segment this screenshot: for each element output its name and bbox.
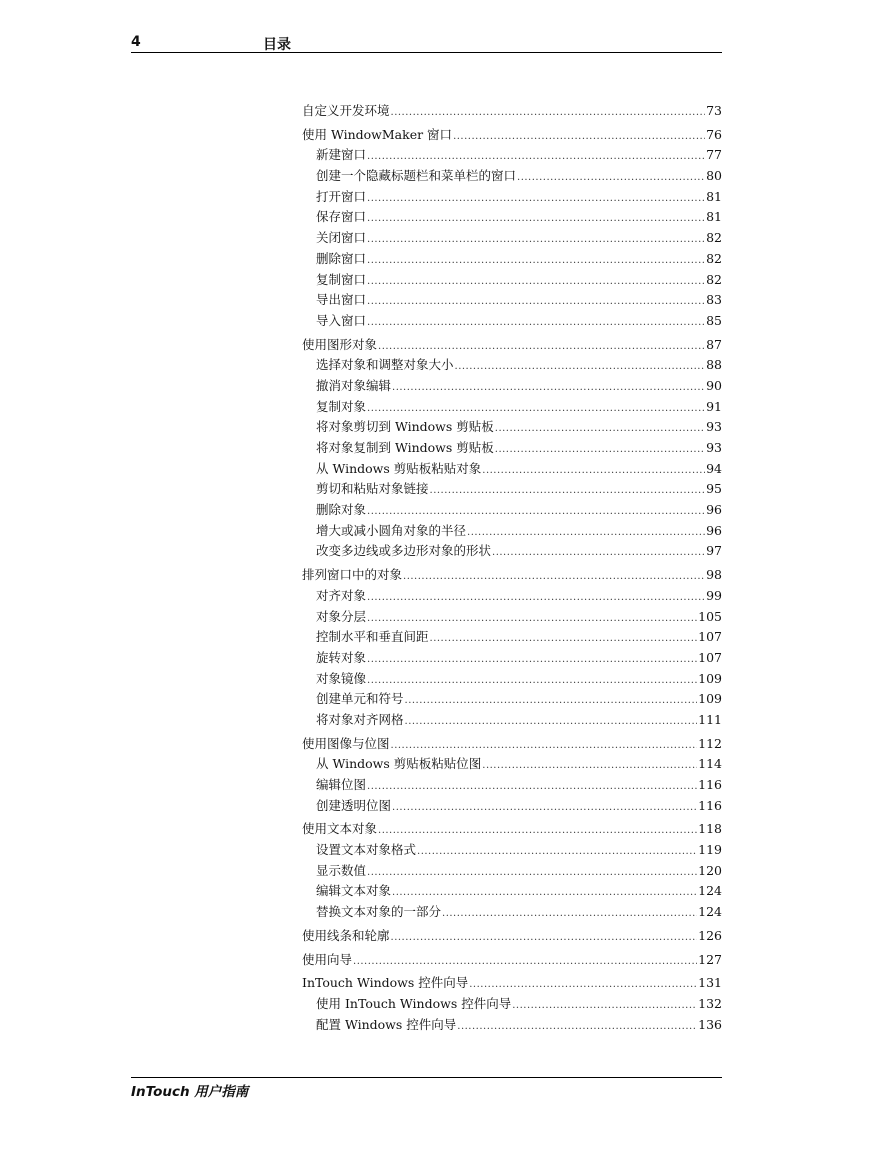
toc-entry[interactable] bbox=[302, 290, 722, 311]
toc-entry-page: 112 bbox=[698, 735, 722, 751]
dot-leader bbox=[405, 691, 698, 712]
toc-entry-page: 73 bbox=[706, 103, 722, 118]
dot-leader bbox=[482, 756, 697, 777]
toc-entry-label: 排列窗口中的对象 bbox=[302, 567, 403, 583]
toc-entry[interactable] bbox=[302, 754, 722, 775]
toc-entry[interactable] bbox=[302, 902, 722, 923]
toc-entry-page: 107 bbox=[698, 649, 722, 665]
toc-entry-label: 删除对象 bbox=[316, 502, 367, 518]
toc-entry[interactable] bbox=[302, 125, 722, 146]
toc-entry[interactable] bbox=[302, 840, 722, 861]
toc-entry-page: 96 bbox=[706, 502, 722, 518]
toc-entry[interactable] bbox=[302, 228, 722, 249]
toc-entry-page: 82 bbox=[706, 250, 722, 266]
dot-leader bbox=[367, 147, 705, 168]
toc-entry[interactable] bbox=[302, 926, 722, 947]
toc-entry-label: 选择对象和调整对象大小 bbox=[316, 357, 454, 373]
footer-title: InTouch 用户指南 bbox=[131, 1084, 249, 1100]
dot-leader bbox=[442, 904, 697, 925]
dot-leader bbox=[367, 209, 705, 230]
toc-entry-label: 控制水平和垂直间距 bbox=[316, 629, 429, 645]
toc-entry-label: 使用图像与位图 bbox=[302, 735, 390, 751]
toc-entry-page: 77 bbox=[706, 147, 722, 163]
dot-leader bbox=[367, 189, 705, 210]
dot-leader bbox=[367, 609, 697, 630]
table-of-contents bbox=[302, 101, 722, 1035]
toc-entry-label: 创建一个隐藏标题栏和菜单栏的窗口 bbox=[316, 168, 517, 184]
toc-entry-page: 81 bbox=[706, 209, 722, 225]
toc-entry[interactable] bbox=[302, 417, 722, 438]
toc-entry-label: 复制对象 bbox=[316, 398, 367, 414]
toc-entry[interactable] bbox=[302, 627, 722, 648]
toc-entry-page: 109 bbox=[698, 691, 722, 707]
toc-entry[interactable] bbox=[302, 166, 722, 187]
toc-entry-page: 82 bbox=[706, 271, 722, 287]
toc-entry-label: 编辑位图 bbox=[316, 777, 367, 792]
toc-entry-page: 80 bbox=[706, 168, 722, 184]
toc-entry-label: 保存窗口 bbox=[316, 209, 367, 225]
toc-entry-page: 124 bbox=[698, 883, 722, 899]
toc-entry-page: 76 bbox=[706, 126, 722, 142]
toc-entry-page: 132 bbox=[698, 995, 722, 1011]
toc-entry-label: 对象镜像 bbox=[316, 670, 367, 686]
toc-entry-page: 116 bbox=[698, 797, 722, 813]
toc-entry-page: 93 bbox=[706, 419, 722, 435]
toc-entry-page: 114 bbox=[698, 756, 722, 772]
toc-entry[interactable] bbox=[302, 710, 722, 731]
dot-leader bbox=[495, 440, 705, 461]
toc-entry[interactable] bbox=[302, 397, 722, 418]
dot-leader bbox=[392, 883, 697, 904]
toc-entry-label: 将对象复制到 Windows 剪贴板 bbox=[316, 440, 494, 455]
toc-entry-page: 98 bbox=[706, 567, 722, 583]
toc-entry-page: 99 bbox=[706, 587, 722, 603]
dot-leader bbox=[367, 230, 705, 251]
toc-entry-page: 97 bbox=[706, 543, 722, 559]
toc-entry[interactable] bbox=[302, 311, 722, 332]
toc-entry[interactable] bbox=[302, 438, 722, 459]
dot-leader bbox=[367, 399, 705, 420]
dot-leader bbox=[367, 292, 705, 313]
toc-entry-page: 107 bbox=[698, 629, 722, 645]
toc-entry-label: InTouch Windows 控件向导 bbox=[302, 975, 469, 991]
toc-entry-label: 打开窗口 bbox=[316, 188, 367, 204]
toc-entry-label: 自定义开发环境 bbox=[302, 103, 390, 118]
dot-leader bbox=[482, 461, 705, 482]
toc-entry[interactable] bbox=[302, 187, 722, 208]
dot-leader bbox=[378, 337, 705, 358]
toc-entry[interactable] bbox=[302, 973, 722, 994]
dot-leader bbox=[391, 103, 706, 124]
toc-entry-page: 111 bbox=[698, 711, 722, 727]
toc-entry[interactable] bbox=[302, 648, 722, 669]
dot-leader bbox=[512, 996, 697, 1017]
toc-entry[interactable] bbox=[302, 881, 722, 902]
toc-entry[interactable] bbox=[302, 950, 722, 971]
page-number: 4 bbox=[131, 34, 141, 50]
toc-entry[interactable] bbox=[302, 994, 722, 1015]
toc-entry-label: 将对象对齐网格 bbox=[316, 711, 404, 727]
dot-leader bbox=[469, 975, 697, 996]
dot-leader bbox=[517, 168, 705, 189]
toc-entry-label: 导出窗口 bbox=[316, 292, 367, 308]
dot-leader bbox=[405, 712, 698, 733]
toc-entry-page: 85 bbox=[706, 312, 722, 328]
dot-leader bbox=[391, 736, 698, 757]
dot-leader bbox=[453, 127, 705, 148]
toc-entry-page: 118 bbox=[698, 821, 722, 837]
toc-entry[interactable] bbox=[302, 145, 722, 166]
toc-entry[interactable] bbox=[302, 607, 722, 628]
toc-entry[interactable] bbox=[302, 669, 722, 690]
toc-entry[interactable] bbox=[302, 689, 722, 710]
toc-entry[interactable] bbox=[302, 500, 722, 521]
header-title: 目录 bbox=[263, 37, 291, 53]
toc-entry-label: 使用线条和轮廓 bbox=[302, 927, 390, 943]
dot-leader bbox=[367, 313, 705, 334]
dot-leader bbox=[430, 481, 706, 502]
toc-entry[interactable] bbox=[302, 376, 722, 397]
toc-entry-page: 87 bbox=[706, 336, 722, 352]
toc-entry-label: 导入窗口 bbox=[316, 312, 367, 328]
dot-leader bbox=[467, 523, 705, 544]
dot-leader bbox=[492, 543, 705, 564]
toc-entry-page: 94 bbox=[706, 460, 722, 476]
toc-entry-page: 127 bbox=[698, 951, 722, 967]
dot-leader bbox=[367, 588, 705, 609]
dot-leader bbox=[367, 671, 697, 692]
toc-entry[interactable] bbox=[302, 270, 722, 291]
page-header bbox=[131, 34, 722, 53]
toc-entry-label: 编辑文本对象 bbox=[316, 883, 392, 899]
toc-entry-label: 将对象剪切到 Windows 剪贴板 bbox=[316, 419, 494, 435]
toc-entry-label: 对齐对象 bbox=[316, 587, 367, 603]
toc-entry[interactable] bbox=[302, 355, 722, 376]
toc-entry-label: 替换文本对象的一部分 bbox=[316, 904, 442, 920]
toc-entry-label: 显示数值 bbox=[316, 862, 367, 878]
dot-leader bbox=[353, 952, 697, 973]
toc-entry[interactable] bbox=[302, 796, 722, 817]
toc-entry-label: 剪切和粘贴对象链接 bbox=[316, 481, 429, 497]
toc-entry[interactable] bbox=[302, 207, 722, 228]
toc-entry[interactable] bbox=[302, 521, 722, 542]
toc-entry-label: 从 Windows 剪贴板粘贴位图 bbox=[316, 756, 482, 772]
toc-entry-page: 93 bbox=[706, 440, 722, 455]
toc-entry-label: 对象分层 bbox=[316, 608, 367, 624]
toc-entry-label: 创建透明位图 bbox=[316, 797, 392, 813]
toc-entry-label: 从 Windows 剪贴板粘贴对象 bbox=[316, 460, 482, 476]
toc-entry[interactable] bbox=[302, 734, 722, 755]
toc-entry[interactable] bbox=[302, 335, 722, 356]
toc-entry-page: 82 bbox=[706, 230, 722, 246]
page-footer bbox=[131, 1077, 722, 1100]
toc-entry[interactable] bbox=[302, 586, 722, 607]
dot-leader bbox=[495, 419, 705, 440]
toc-entry-label: 关闭窗口 bbox=[316, 230, 367, 246]
dot-leader bbox=[367, 502, 705, 523]
toc-entry-label: 使用 InTouch Windows 控件向导 bbox=[316, 995, 512, 1011]
dot-leader bbox=[430, 629, 698, 650]
dot-leader bbox=[367, 777, 697, 798]
toc-entry-page: 81 bbox=[706, 188, 722, 204]
toc-entry-label: 使用向导 bbox=[302, 951, 353, 967]
dot-leader bbox=[403, 567, 705, 588]
toc-entry-label: 新建窗口 bbox=[316, 147, 367, 163]
toc-entry[interactable] bbox=[302, 861, 722, 882]
toc-entry-page: 90 bbox=[706, 377, 722, 393]
dot-leader bbox=[391, 928, 698, 949]
toc-entry-page: 120 bbox=[698, 862, 722, 878]
dot-leader bbox=[457, 1017, 697, 1038]
toc-entry-label: 使用图形对象 bbox=[302, 336, 378, 352]
toc-entry-label: 增大或减小圆角对象的半径 bbox=[316, 522, 467, 538]
toc-entry-label: 创建单元和符号 bbox=[316, 691, 404, 707]
toc-entry-label: 撤消对象编辑 bbox=[316, 377, 392, 393]
dot-leader bbox=[367, 272, 705, 293]
toc-entry-label: 旋转对象 bbox=[316, 649, 367, 665]
dot-leader bbox=[455, 357, 706, 378]
toc-entry-label: 设置文本对象格式 bbox=[316, 842, 417, 858]
toc-entry-page: 88 bbox=[706, 357, 722, 373]
toc-entry-label: 配置 Windows 控件向导 bbox=[316, 1016, 457, 1032]
toc-entry-page: 96 bbox=[706, 522, 722, 538]
dot-leader bbox=[417, 842, 697, 863]
toc-entry[interactable] bbox=[302, 775, 722, 796]
toc-entry-page: 95 bbox=[706, 481, 722, 497]
dot-leader bbox=[367, 863, 697, 884]
toc-entry-label: 复制窗口 bbox=[316, 271, 367, 287]
dot-leader bbox=[392, 798, 697, 819]
dot-leader bbox=[367, 251, 705, 272]
toc-entry-page: 136 bbox=[698, 1016, 722, 1032]
toc-entry[interactable] bbox=[302, 1015, 722, 1036]
toc-entry-page: 91 bbox=[706, 398, 722, 414]
toc-entry-page: 119 bbox=[698, 842, 722, 858]
toc-entry-page: 83 bbox=[706, 292, 722, 308]
toc-entry-page: 131 bbox=[698, 975, 722, 991]
toc-entry-page: 105 bbox=[698, 608, 722, 624]
toc-entry-label: 使用 WindowMaker 窗口 bbox=[302, 126, 453, 142]
dot-leader bbox=[392, 378, 705, 399]
toc-entry[interactable] bbox=[302, 565, 722, 586]
toc-entry-page: 109 bbox=[698, 670, 722, 686]
toc-entry-page: 116 bbox=[698, 777, 722, 792]
toc-entry[interactable] bbox=[302, 479, 722, 500]
toc-entry[interactable] bbox=[302, 459, 722, 480]
dot-leader bbox=[378, 821, 697, 842]
toc-entry-page: 126 bbox=[698, 927, 722, 943]
toc-entry[interactable] bbox=[302, 819, 722, 840]
toc-entry-label: 使用文本对象 bbox=[302, 821, 378, 837]
toc-entry[interactable] bbox=[302, 541, 722, 562]
toc-entry[interactable] bbox=[302, 101, 722, 122]
toc-entry-label: 改变多边线或多边形对象的形状 bbox=[316, 543, 492, 559]
toc-entry-page: 124 bbox=[698, 904, 722, 920]
dot-leader bbox=[367, 650, 697, 671]
toc-entry-label: 删除窗口 bbox=[316, 250, 367, 266]
toc-entry[interactable] bbox=[302, 249, 722, 270]
